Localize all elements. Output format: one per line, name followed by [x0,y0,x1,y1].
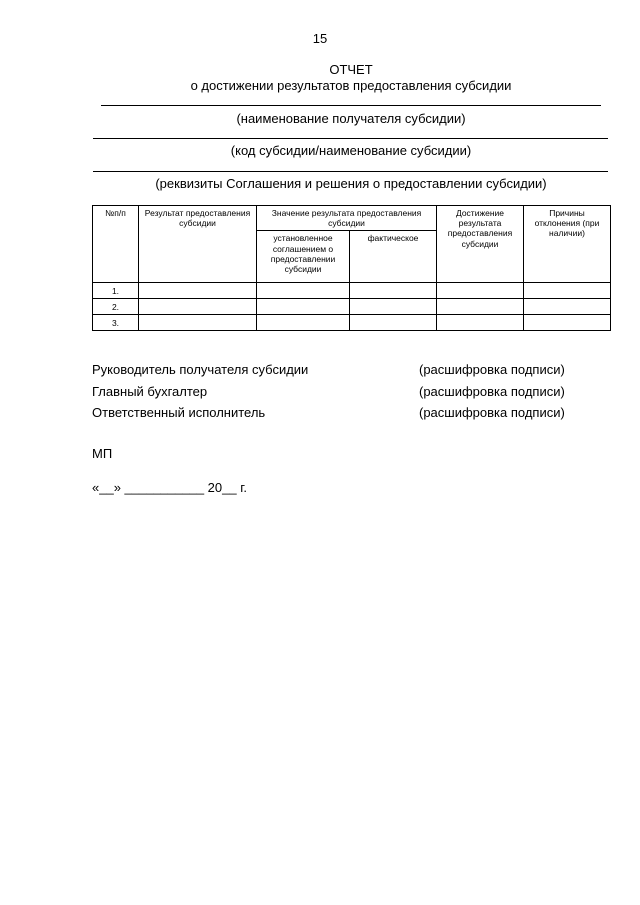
subsidy-code-caption: (код субсидии/наименование субсидии) [230,143,472,158]
row-actual [350,283,437,299]
subsidy-code-line [93,138,608,139]
signature-role: Ответственный исполнитель [92,405,266,420]
row-num: 1. [93,283,139,299]
header-reasons: Причины отклонения (при наличии) [524,206,611,283]
row-achievement [437,283,524,299]
header-num: №п/п [93,206,139,283]
row-result [139,315,257,331]
row-num: 2. [93,299,139,315]
header-result: Результат предоставления субсидии [139,206,257,283]
signature-decode: (расшифровка подписи) [419,405,565,420]
recipient-line [101,105,601,106]
row-established [257,315,350,331]
table-row [93,283,611,299]
row-reasons [524,299,611,315]
table-row [93,315,611,331]
row-reasons [524,283,611,299]
signature-decode: (расшифровка подписи) [419,384,565,399]
agreement-caption: (реквизиты Соглашения и решения о предоставлении субсидии) [155,176,547,191]
report-table [92,205,611,331]
row-result [139,299,257,315]
row-established [257,283,350,299]
header-achievement: Достижение результата предоставления субсидии [437,206,524,283]
signature-role: Руководитель получателя субсидии [92,362,309,377]
report-subtitle: о достижении результатов предоставления субсидии [190,78,512,93]
report-title: ОТЧЕТ [329,62,373,77]
page-number: 15 [312,31,328,46]
header-established: установленное соглашением о предоставлении субсидии [257,231,350,283]
row-achievement [437,299,524,315]
recipient-caption: (наименование получателя субсидии) [236,111,466,126]
table-row [93,299,611,315]
signature-role: Главный бухгалтер [92,384,208,399]
row-actual [350,299,437,315]
row-actual [350,315,437,331]
row-achievement [437,315,524,331]
header-actual: фактическое [350,231,437,283]
row-reasons [524,315,611,331]
signature-decode: (расшифровка подписи) [419,362,565,377]
stamp-label: МП [92,446,113,461]
header-value-group: Значение результата предоставления субсидии [257,206,437,231]
agreement-line [93,171,608,172]
row-result [139,283,257,299]
row-established [257,299,350,315]
date-line: «__» ___________ 20__ г. [92,480,247,495]
row-num: 3. [93,315,139,331]
